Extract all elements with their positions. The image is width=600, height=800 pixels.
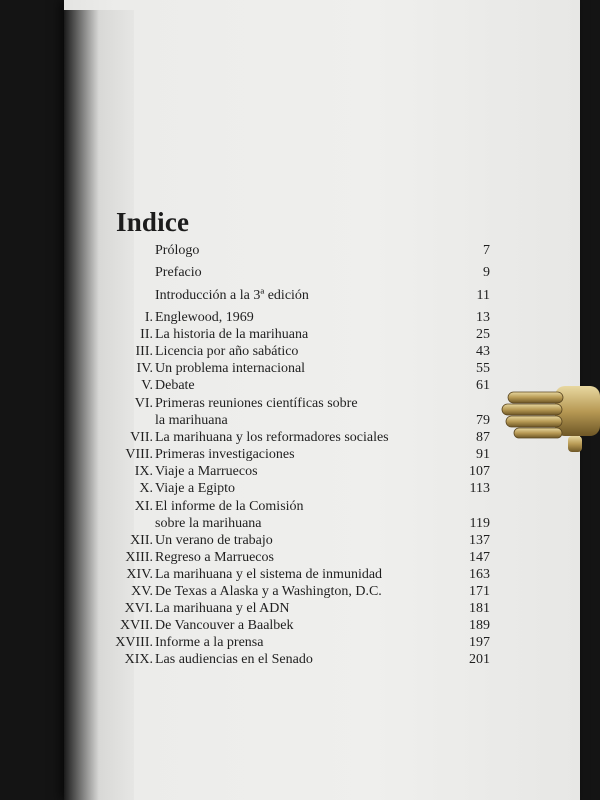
chapter-number: XVII. <box>119 618 153 633</box>
page-number: 61 <box>476 378 490 393</box>
chapter-number: V. <box>141 378 153 393</box>
page-number: 11 <box>476 288 490 303</box>
chapter-title: sobre la marihuana <box>155 516 262 531</box>
toc-entry <box>100 652 500 670</box>
toc-entry <box>100 378 500 396</box>
page-title: Indice <box>116 207 190 237</box>
page-number: 9 <box>483 265 490 280</box>
chapter-title: Englewood, 1969 <box>155 310 254 325</box>
toc-entry <box>100 310 500 328</box>
chapter-number: VIII. <box>125 447 153 462</box>
page-number: 13 <box>476 310 490 325</box>
page-number: 197 <box>469 635 490 650</box>
toc-entry <box>100 288 500 306</box>
chapter-title: Primeras investigaciones <box>155 447 295 462</box>
toc-entry <box>100 618 500 636</box>
page-number: 43 <box>476 344 490 359</box>
page-number: 137 <box>469 533 490 548</box>
page-number: 113 <box>469 481 490 496</box>
toc-entry <box>100 635 500 653</box>
page-number: 189 <box>469 618 490 633</box>
page-number: 119 <box>469 516 490 531</box>
chapter-title: La historia de la marihuana <box>155 327 309 342</box>
chapter-title: Las audiencias en el Senado <box>155 652 313 667</box>
toc-entry <box>100 396 500 414</box>
toc-entry <box>100 464 500 482</box>
chapter-title: Viaje a Marruecos <box>155 464 258 479</box>
toc-entry <box>100 413 500 431</box>
toc-entry <box>100 567 500 585</box>
toc-entry <box>100 533 500 551</box>
chapter-number: I. <box>144 310 153 325</box>
chapter-number: XI. <box>134 499 153 514</box>
toc-entry <box>100 516 500 534</box>
page-number: 7 <box>483 243 490 258</box>
toc-entry <box>100 430 500 448</box>
chapter-title: Regreso a Marruecos <box>155 550 274 565</box>
toc-entry <box>100 481 500 499</box>
chapter-number: X. <box>139 481 153 496</box>
chapter-number: IX. <box>134 464 153 479</box>
page-number: 25 <box>476 327 490 342</box>
chapter-number: XIII. <box>125 550 153 565</box>
chapter-number: XIX. <box>124 652 153 667</box>
chapter-number: III. <box>135 344 153 359</box>
chapter-number: II. <box>140 327 153 342</box>
chapter-title: Un verano de trabajo <box>155 533 273 548</box>
chapter-number: XVIII. <box>115 635 153 650</box>
page-number: 171 <box>469 584 490 599</box>
page-number: 201 <box>469 652 490 667</box>
chapter-title: El informe de la Comisión <box>155 499 304 514</box>
toc-entry <box>100 243 500 261</box>
chapter-number: VI. <box>134 396 153 411</box>
toc-entry <box>100 361 500 379</box>
chapter-title: De Vancouver a Baalbek <box>155 618 294 633</box>
chapter-number: XV. <box>131 584 153 599</box>
toc-entry <box>100 447 500 465</box>
page-number: 181 <box>469 601 490 616</box>
toc-entry <box>100 584 500 602</box>
chapter-title: Informe a la prensa <box>155 635 264 650</box>
chapter-number: XII. <box>130 533 153 548</box>
chapter-title: Debate <box>155 378 195 393</box>
page-number: 91 <box>476 447 490 462</box>
chapter-title: la marihuana <box>155 413 228 428</box>
toc-entry <box>100 601 500 619</box>
page-number: 163 <box>469 567 490 582</box>
toc-entry <box>100 499 500 517</box>
chapter-number: VII. <box>130 430 153 445</box>
page-number: 147 <box>469 550 490 565</box>
toc-entry <box>100 550 500 568</box>
chapter-title: De Texas a Alaska y a Washington, D.C. <box>155 584 382 599</box>
toc-entry <box>100 327 500 345</box>
chapter-number: IV. <box>136 361 153 376</box>
toc-entry <box>100 344 500 362</box>
toc-entry <box>100 265 500 283</box>
chapter-title: La marihuana y los reformadores sociales <box>155 430 389 445</box>
chapter-title: Un problema internacional <box>155 361 306 376</box>
chapter-title: Introducción a la 3ª edición <box>155 288 309 303</box>
chapter-title: Prefacio <box>155 265 202 280</box>
chapter-title: Primeras reuniones científicas sobre <box>155 396 358 411</box>
page-number: 107 <box>469 464 490 479</box>
chapter-title: Prólogo <box>155 243 200 258</box>
chapter-number: XIV. <box>126 567 153 582</box>
chapter-title: Licencia por año sabático <box>155 344 299 359</box>
brass-hand-bookmark-icon <box>500 378 600 453</box>
page-number: 55 <box>476 361 490 376</box>
page-number: 79 <box>476 413 490 428</box>
chapter-title: La marihuana y el sistema de inmunidad <box>155 567 383 582</box>
chapter-title: La marihuana y el ADN <box>155 601 290 616</box>
chapter-title: Viaje a Egipto <box>155 481 236 496</box>
page-number: 87 <box>476 430 490 445</box>
chapter-number: XVI. <box>124 601 153 616</box>
